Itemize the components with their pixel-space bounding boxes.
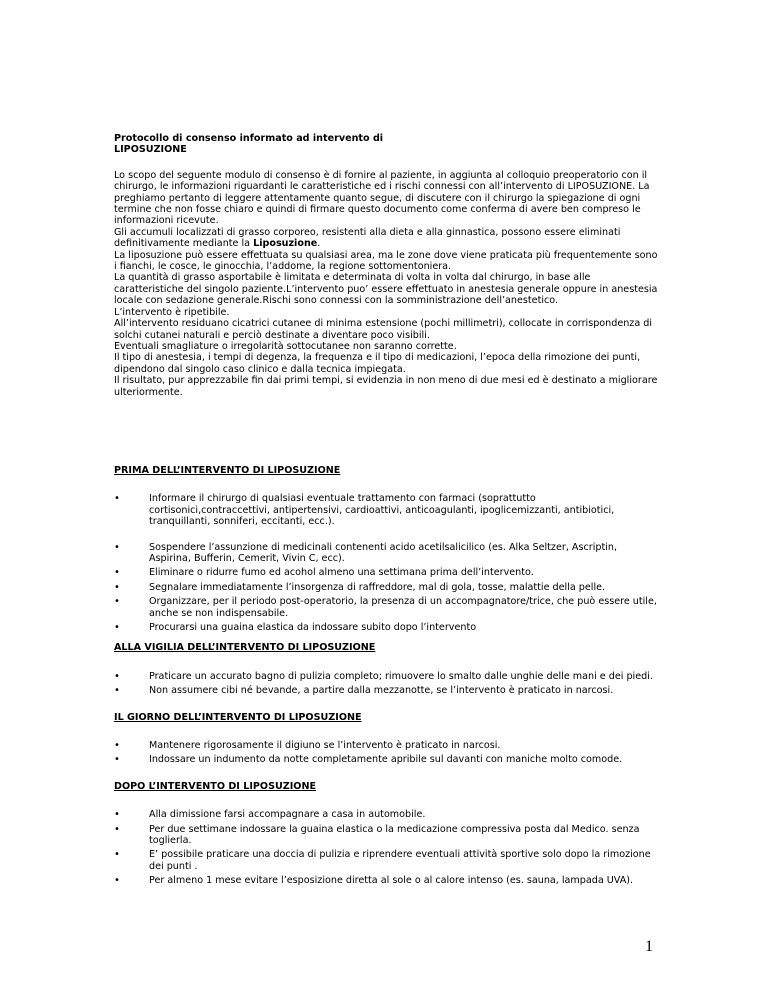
list-item: • Alla dimissione farsi accompagnare a casa in automobile. xyxy=(114,809,426,821)
bullet-icon: • xyxy=(114,622,120,633)
page-number: 1 xyxy=(645,938,653,955)
bullet-icon: • xyxy=(114,809,120,821)
bullet-icon: • xyxy=(114,823,120,835)
bullet-icon: • xyxy=(114,581,120,593)
list-item: • Praticare un accurato bagno di pulizia completo; rimuovere lo smalto dalle unghie delle mani e dei piedi. xyxy=(114,670,653,682)
list-item: • E’ possibile praticare una doccia di pulizia e riprendere eventuali attività sportive solo dopo la rimozione dei punti . xyxy=(114,849,651,872)
intro-paragraph: Gli accumuli localizzati di grasso corporeo, resistenti alla dieta e alla ginnastica, possono essere eliminati definitivamente mediante la Liposuzione. xyxy=(114,226,621,250)
section-heading: PRIMA DELL’INTERVENTO DI LIPOSUZIONE xyxy=(114,464,341,476)
bullet-icon: • xyxy=(114,596,120,608)
bullet-list xyxy=(114,740,659,766)
keyword-liposuzione: Liposuzione xyxy=(253,238,318,250)
bullet-icon: • xyxy=(114,875,120,887)
intro-paragraph: All’intervento residuano cicatrici cutanee di minima estensione (pochi millimetri), collocate in corrispondenza di solchi cutanei naturali e perciò destinate a diventare poco visibili. xyxy=(114,318,653,341)
bullet-icon: • xyxy=(114,849,120,861)
bullet-icon: • xyxy=(114,541,120,553)
list-item: • Eliminare o ridurre fumo ed acohol almeno una settimana prima dell’intervento. xyxy=(114,567,534,579)
section-dopo xyxy=(114,781,659,887)
section-vigilia xyxy=(114,642,659,696)
list-item: • Sospendere l’assunzione di medicinali contenenti acido acetilsalicilico (es. Alka Seltzer, Ascriptin, Aspirina, Bufferin, Cemerit, Vivin C, ecc). xyxy=(114,541,618,564)
intro-paragraph: Il risultato, pur apprezzabile fin dai primi tempi, si evidenzia in non meno di due mesi ed è destinato a migliorare ulteriormente. xyxy=(114,375,658,398)
intro-paragraph: Eventuali smagliature o irregolarità sottocutanee non saranno corrette. xyxy=(114,340,457,352)
bullet-icon: • xyxy=(114,740,120,752)
bullet-icon: • xyxy=(114,493,120,505)
list-item: • Indossare un indumento da notte completamente apribile sul davanti con maniche molto comode. xyxy=(114,754,623,766)
list-item: • Non assumere cibi né bevande, a partire dalla mezzanotte, se l’intervento è praticato in narcosi. xyxy=(114,685,614,697)
intro-paragraph: L’intervento è ripetibile. xyxy=(114,306,230,318)
title-line-1: Protocollo di consenso informato ad intervento di xyxy=(114,133,384,144)
list-item: • Segnalare immediatamente l’insorgenza di raffreddore, mal di gola, tosse, malattie della pelle. xyxy=(114,581,606,593)
section-heading: IL GIORNO DELL’INTERVENTO DI LIPOSUZIONE xyxy=(114,711,362,723)
bullet-icon: • xyxy=(114,670,120,682)
list-item: • Informare il chirurgo di qualsiasi eventuale trattamento con farmaci (soprattutto cortisonici,contraccettivi, antipertensivi, cardioattivi, anticoagulanti, ipoglicemizzanti, antibiotici, tranquillanti, sonniferi, eccitanti, ecc.). xyxy=(114,493,615,528)
list-item: • Per almeno 1 mese evitare l’esposizione diretta al sole o al calore intenso (es. sauna, lampada UVA). xyxy=(114,875,634,887)
bullet-list xyxy=(114,671,659,697)
bullet-list xyxy=(114,493,659,633)
intro-paragraph: La quantità di grasso asportabile è limitata e determinata di volta in volta dal chirurgo, in base alle caratteristiche del singolo paziente.L’intervento puo’ essere effettuato in anestesia generale oppure in anestesia locale con sedazione generale.Rischi sono connessi con la somministrazione dell’anestetico. xyxy=(114,272,658,307)
intro-text xyxy=(114,170,659,398)
title-line-2: LIPOSUZIONE xyxy=(114,144,187,156)
list-item: • Mantenere rigorosamente il digiuno se l’intervento è praticato in narcosi. xyxy=(114,740,501,752)
section-heading: ALLA VIGILIA DELL’INTERVENTO DI LIPOSUZIONE xyxy=(114,642,376,654)
list-item: • Organizzare, per il periodo post-operatorio, la presenza di un accompagnatore/trice, che può essere utile, anche se non indispensabile. xyxy=(114,596,657,619)
document-title xyxy=(114,133,659,156)
intro-paragraph: Lo scopo del seguente modulo di consenso è di fornire al paziente, in aggiunta al colloquio preoperatorio con il chirurgo, le informazioni riguardanti le caratteristiche ed i rischi connessi con all’intervento di LIPOSUZIONE. La preghiamo pertanto di leggere attentamente quanto segue, di discutere con il chirurgo la spiegazione di ogni termine che non fosse chiaro e quindi di firmare questo documento come conferma di avere ben compreso le informazioni ricevute. xyxy=(114,169,650,227)
section-prima xyxy=(114,465,659,633)
intro-paragraph: Il tipo di anestesia, i tempi di degenza, la frequenza e il tipo di medicazioni, l’epoca della rimozione dei punti, dipendono dal singolo caso clinico e dalla tecnica impiegata. xyxy=(114,352,641,375)
list-item: • Procurarsi una guaina elastica da indossare subito dopo l’intervento xyxy=(114,622,477,633)
intro-paragraph: La liposuzione può essere effettuata su qualsiasi area, ma le zone dove viene praticata più frequentemente sono i fianchi, le cosce, le ginocchia, l’addome, la regione sottomentoniera. xyxy=(114,249,658,273)
section-heading: DOPO L’INTERVENTO DI LIPOSUZIONE xyxy=(114,780,317,792)
document-page xyxy=(114,133,659,890)
bullet-icon: • xyxy=(114,567,120,579)
section-giorno xyxy=(114,712,659,766)
bullet-icon: • xyxy=(114,754,120,766)
bullet-icon: • xyxy=(114,685,120,697)
list-item: • Per due settimane indossare la guaina elastica o la medicazione compressiva posta dal Medico. senza toglierla. xyxy=(114,823,640,847)
bullet-list xyxy=(114,809,659,886)
